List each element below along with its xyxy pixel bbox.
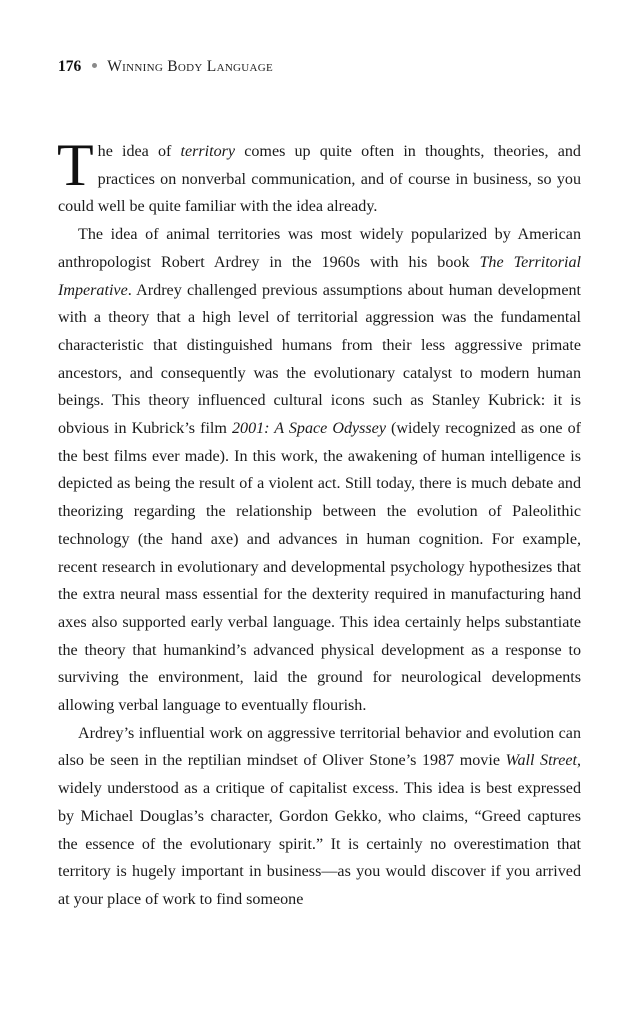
- text-segment: comes up quite often in thoughts, theories, and practices on nonverbal communication, and of course in business, so you could well be quite familiar with the idea already.: [58, 143, 581, 216]
- film-title-wall-street: Wall Street: [505, 752, 577, 770]
- running-head: [58, 57, 273, 77]
- body-text: [57, 132, 582, 914]
- page-number: 176: [58, 58, 82, 75]
- bullet-separator-icon: [92, 63, 97, 68]
- text-segment: he idea of: [97, 143, 181, 160]
- text-segment: Ardrey’s influential work on aggressive territorial behavior and evolution can also be seen in the reptilian mindset of Oliver Stone’s 1987 movie: [58, 724, 581, 770]
- text-segment: , widely understood as a critique of capitalist excess. This idea is best expressed by Michael Douglas’s character, Gordon Gekko, who claims, “Greed captures the essence of the evolutionary spirit.” It is certainly no overestimation that territory is hugely important in business—as you would discover if you arrived at your place of work to find someone: [58, 752, 581, 908]
- text-segment: . Ardrey challenged previous assumptions about human development with a theory that a high level of territorial aggression was the fundamental characteristic that distinguished humans from their less aggressive primate ancestors, and consequently was the evolutionary catalyst to modern human beings. This theory influenced cultural icons such as Stanley Kubrick: it is obvious in Kubrick’s film: [58, 281, 581, 438]
- paragraph-3: [58, 720, 581, 914]
- emphasis-territory: territory: [180, 143, 236, 160]
- text-segment: (widely recognized as one of the best films ever made). In this work, the awakening of human intelligence is depicted as being the result of a violent act. Still today, there is much debate and theorizing regarding the relationship between the evolution of Paleolithic technology (the hand axe) and advances in human cognition. For example, recent research in evolutionary and developmental psychology hypothesizes that the extra neural mass essential for the dexterity required in manufacturing hand axes also supported early verbal language. This idea certainly helps substantiate the theory that humankind’s advanced physical development as a response to surviving the environment, laid the ground for neurological developments allowing verbal language to eventually flourish.: [58, 420, 582, 715]
- paragraph-2: [58, 221, 581, 720]
- film-title-space-odyssey: 2001: A Space Odyssey: [231, 420, 386, 438]
- text-segment: The idea of animal territories was most widely popularized by American anthropologist Robert Ardrey in the 1960s with his book: [58, 226, 581, 271]
- drop-cap: T: [57, 132, 94, 198]
- book-title: Winning Body Language: [107, 58, 274, 75]
- paragraph-1: [57, 132, 581, 221]
- book-title-territorial-imperative: The Territorial Imperative: [58, 253, 581, 299]
